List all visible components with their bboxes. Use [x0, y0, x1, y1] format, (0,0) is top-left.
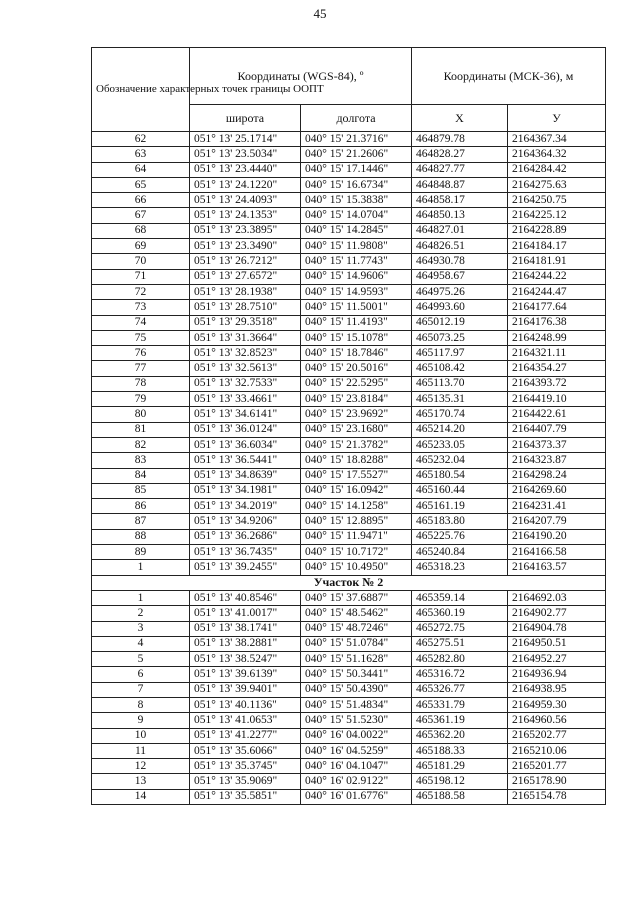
cell-longitude: 040° 15' 23.8184": [301, 392, 412, 407]
table-row: [92, 606, 606, 621]
cell-latitude: 051° 13' 32.8523": [190, 346, 301, 361]
cell-point: 87: [92, 514, 190, 529]
cell-x: 464858.17: [412, 193, 508, 208]
cell-x: 465188.58: [412, 789, 508, 804]
table-row: [92, 652, 606, 667]
cell-y: 2164176.38: [508, 315, 606, 330]
header-y: У: [508, 105, 606, 132]
cell-x: 464828.27: [412, 147, 508, 162]
cell-point: 74: [92, 315, 190, 330]
cell-longitude: 040° 16' 04.0022": [301, 728, 412, 743]
cell-point: 1: [92, 590, 190, 605]
table-row: [92, 453, 606, 468]
cell-y: 2164354.27: [508, 361, 606, 376]
cell-longitude: 040° 15' 23.1680": [301, 422, 412, 437]
cell-x: 464850.13: [412, 208, 508, 223]
cell-point: 67: [92, 208, 190, 223]
cell-x: 465232.04: [412, 453, 508, 468]
cell-y: 2164904.78: [508, 621, 606, 636]
cell-y: 2164936.94: [508, 667, 606, 682]
cell-y: 2164244.22: [508, 269, 606, 284]
cell-x: 464827.01: [412, 223, 508, 238]
cell-point: 73: [92, 300, 190, 315]
cell-longitude: 040° 15' 14.0704": [301, 208, 412, 223]
cell-x: 464993.60: [412, 300, 508, 315]
cell-y: 2165210.06: [508, 743, 606, 758]
table-row: [92, 376, 606, 391]
coordinates-table: [91, 47, 606, 805]
cell-point: 4: [92, 636, 190, 651]
cell-point: 89: [92, 545, 190, 560]
cell-y: 2164323.87: [508, 453, 606, 468]
cell-y: 2164166.58: [508, 545, 606, 560]
cell-point: 78: [92, 376, 190, 391]
table-row: [92, 621, 606, 636]
cell-longitude: 040° 15' 11.9471": [301, 529, 412, 544]
cell-latitude: 051° 13' 25.1714": [190, 132, 301, 147]
cell-latitude: 051° 13' 36.7435": [190, 545, 301, 560]
table-row: [92, 147, 606, 162]
header-x: Х: [412, 105, 508, 132]
table-row: [92, 636, 606, 651]
table-row: [92, 437, 606, 452]
cell-longitude: 040° 15' 11.9808": [301, 239, 412, 254]
header-row: [92, 48, 606, 105]
cell-longitude: 040° 15' 18.8288": [301, 453, 412, 468]
cell-point: 86: [92, 499, 190, 514]
section-2-rows: [92, 590, 606, 804]
cell-x: 465135.31: [412, 392, 508, 407]
cell-latitude: 051° 13' 39.6139": [190, 667, 301, 682]
table-row: [92, 468, 606, 483]
cell-latitude: 051° 13' 35.5851": [190, 789, 301, 804]
cell-x: 465117.97: [412, 346, 508, 361]
cell-x: 465113.70: [412, 376, 508, 391]
cell-y: 2164692.03: [508, 590, 606, 605]
cell-latitude: 051° 13' 36.0124": [190, 422, 301, 437]
cell-point: 2: [92, 606, 190, 621]
cell-latitude: 051° 13' 38.5247": [190, 652, 301, 667]
cell-point: 10: [92, 728, 190, 743]
cell-point: 13: [92, 774, 190, 789]
cell-latitude: 051° 13' 39.2455": [190, 560, 301, 575]
table-row: [92, 667, 606, 682]
cell-x: 465225.76: [412, 529, 508, 544]
cell-x: 464848.87: [412, 177, 508, 192]
table-row: [92, 239, 606, 254]
table-row: [92, 499, 606, 514]
cell-y: 2164952.27: [508, 652, 606, 667]
table-row: [92, 208, 606, 223]
cell-y: 2164244.47: [508, 284, 606, 299]
cell-longitude: 040° 15' 14.9606": [301, 269, 412, 284]
cell-latitude: 051° 13' 24.1353": [190, 208, 301, 223]
cell-latitude: 051° 13' 38.1741": [190, 621, 301, 636]
cell-x: 465073.25: [412, 330, 508, 345]
cell-latitude: 051° 13' 41.2277": [190, 728, 301, 743]
cell-x: 465272.75: [412, 621, 508, 636]
cell-y: 2164422.61: [508, 407, 606, 422]
header-lon: долгота: [301, 105, 412, 132]
page-number: 45: [313, 6, 327, 21]
cell-longitude: 040° 15' 51.5230": [301, 713, 412, 728]
cell-y: 2165201.77: [508, 759, 606, 774]
cell-longitude: 040° 15' 14.2845": [301, 223, 412, 238]
cell-longitude: 040° 15' 37.6887": [301, 590, 412, 605]
table-row: [92, 682, 606, 697]
cell-y: 2164373.37: [508, 437, 606, 452]
cell-x: 464879.78: [412, 132, 508, 147]
cell-x: 465316.72: [412, 667, 508, 682]
table-row: [92, 132, 606, 147]
cell-latitude: 051° 13' 26.7212": [190, 254, 301, 269]
cell-latitude: 051° 13' 28.1938": [190, 284, 301, 299]
cell-longitude: 040° 15' 16.0942": [301, 483, 412, 498]
cell-x: 465183.80: [412, 514, 508, 529]
cell-y: 2164225.12: [508, 208, 606, 223]
cell-y: 2165202.77: [508, 728, 606, 743]
table-row: [92, 330, 606, 345]
cell-point: 83: [92, 453, 190, 468]
cell-longitude: 040° 15' 11.7743": [301, 254, 412, 269]
cell-longitude: 040° 15' 12.8895": [301, 514, 412, 529]
cell-y: 2164228.89: [508, 223, 606, 238]
cell-longitude: 040° 15' 15.1078": [301, 330, 412, 345]
table-row: [92, 254, 606, 269]
cell-latitude: 051° 13' 36.6034": [190, 437, 301, 452]
cell-latitude: 051° 13' 32.7533": [190, 376, 301, 391]
cell-y: 2164181.91: [508, 254, 606, 269]
cell-longitude: 040° 15' 21.2606": [301, 147, 412, 162]
cell-x: 464827.77: [412, 162, 508, 177]
cell-y: 2165154.78: [508, 789, 606, 804]
table-row: [92, 774, 606, 789]
cell-latitude: 051° 13' 36.5441": [190, 453, 301, 468]
cell-x: 465359.14: [412, 590, 508, 605]
cell-longitude: 040° 15' 17.1446": [301, 162, 412, 177]
cell-x: 464930.78: [412, 254, 508, 269]
cell-x: 465275.51: [412, 636, 508, 651]
table-row: [92, 560, 606, 575]
cell-x: 465170.74: [412, 407, 508, 422]
cell-longitude: 040° 15' 22.5295": [301, 376, 412, 391]
table-row: [92, 269, 606, 284]
cell-longitude: 040° 15' 21.3716": [301, 132, 412, 147]
cell-point: 68: [92, 223, 190, 238]
cell-longitude: 040° 16' 04.1047": [301, 759, 412, 774]
cell-point: 65: [92, 177, 190, 192]
cell-point: 7: [92, 682, 190, 697]
cell-longitude: 040° 15' 51.0784": [301, 636, 412, 651]
table-row: [92, 407, 606, 422]
cell-point: 8: [92, 697, 190, 712]
cell-y: 2164950.51: [508, 636, 606, 651]
cell-point: 76: [92, 346, 190, 361]
cell-y: 2164393.72: [508, 376, 606, 391]
cell-y: 2164902.77: [508, 606, 606, 621]
table-row: [92, 315, 606, 330]
header-point: Обозначение характерных точек границы ООПТ: [92, 48, 190, 132]
cell-latitude: 051° 13' 32.5613": [190, 361, 301, 376]
cell-latitude: 051° 13' 38.2881": [190, 636, 301, 651]
table-row: [92, 300, 606, 315]
cell-latitude: 051° 13' 28.7510": [190, 300, 301, 315]
cell-point: 12: [92, 759, 190, 774]
cell-latitude: 051° 13' 35.6066": [190, 743, 301, 758]
cell-point: 88: [92, 529, 190, 544]
cell-x: 465214.20: [412, 422, 508, 437]
cell-x: 465360.19: [412, 606, 508, 621]
cell-latitude: 051° 13' 36.2686": [190, 529, 301, 544]
cell-y: 2164207.79: [508, 514, 606, 529]
cell-point: 14: [92, 789, 190, 804]
cell-y: 2165178.90: [508, 774, 606, 789]
cell-y: 2164284.42: [508, 162, 606, 177]
cell-y: 2164364.32: [508, 147, 606, 162]
cell-y: 2164298.24: [508, 468, 606, 483]
cell-longitude: 040° 15' 51.1628": [301, 652, 412, 667]
cell-longitude: 040° 15' 48.5462": [301, 606, 412, 621]
table-row: [92, 223, 606, 238]
cell-longitude: 040° 16' 02.9122": [301, 774, 412, 789]
cell-point: 64: [92, 162, 190, 177]
cell-point: 62: [92, 132, 190, 147]
cell-y: 2164163.57: [508, 560, 606, 575]
cell-x: 465181.29: [412, 759, 508, 774]
cell-longitude: 040° 15' 20.5016": [301, 361, 412, 376]
cell-x: 465282.80: [412, 652, 508, 667]
cell-longitude: 040° 15' 50.3441": [301, 667, 412, 682]
header-coords-msk: Координаты (МСК-36), м: [412, 48, 606, 105]
cell-x: 465198.12: [412, 774, 508, 789]
cell-latitude: 051° 13' 27.6572": [190, 269, 301, 284]
cell-x: 465012.19: [412, 315, 508, 330]
cell-y: 2164231.41: [508, 499, 606, 514]
cell-y: 2164407.79: [508, 422, 606, 437]
cell-point: 77: [92, 361, 190, 376]
cell-latitude: 051° 13' 41.0017": [190, 606, 301, 621]
table-row: [92, 743, 606, 758]
header-lat: широта: [190, 105, 301, 132]
table-row: [92, 422, 606, 437]
cell-longitude: 040° 15' 50.4390": [301, 682, 412, 697]
cell-point: 70: [92, 254, 190, 269]
table-row: [92, 759, 606, 774]
table-row: [92, 361, 606, 376]
table-row: [92, 697, 606, 712]
cell-latitude: 051° 13' 31.3664": [190, 330, 301, 345]
cell-x: 465188.33: [412, 743, 508, 758]
cell-x: 464958.67: [412, 269, 508, 284]
table-row: [92, 346, 606, 361]
section-2-header: [92, 575, 606, 590]
cell-y: 2164367.34: [508, 132, 606, 147]
cell-latitude: 051° 13' 40.8546": [190, 590, 301, 605]
cell-point: 66: [92, 193, 190, 208]
cell-y: 2164248.99: [508, 330, 606, 345]
cell-y: 2164960.56: [508, 713, 606, 728]
table-row: [92, 392, 606, 407]
cell-y: 2164177.64: [508, 300, 606, 315]
cell-latitude: 051° 13' 35.9069": [190, 774, 301, 789]
cell-longitude: 040° 15' 10.7172": [301, 545, 412, 560]
cell-point: 80: [92, 407, 190, 422]
cell-latitude: 051° 13' 29.3518": [190, 315, 301, 330]
cell-point: 75: [92, 330, 190, 345]
cell-y: 2164190.20: [508, 529, 606, 544]
cell-longitude: 040° 15' 23.9692": [301, 407, 412, 422]
cell-longitude: 040° 15' 14.9593": [301, 284, 412, 299]
cell-longitude: 040° 15' 11.4193": [301, 315, 412, 330]
table-row: [92, 713, 606, 728]
cell-latitude: 051° 13' 24.1220": [190, 177, 301, 192]
cell-latitude: 051° 13' 23.3490": [190, 239, 301, 254]
cell-y: 2164959.30: [508, 697, 606, 712]
cell-x: 464826.51: [412, 239, 508, 254]
cell-y: 2164184.17: [508, 239, 606, 254]
cell-x: 465326.77: [412, 682, 508, 697]
cell-latitude: 051° 13' 34.2019": [190, 499, 301, 514]
cell-point: 84: [92, 468, 190, 483]
cell-point: 3: [92, 621, 190, 636]
table-row: [92, 545, 606, 560]
cell-y: 2164321.11: [508, 346, 606, 361]
cell-latitude: 051° 13' 40.1136": [190, 697, 301, 712]
table-row: [92, 590, 606, 605]
table-row: [92, 514, 606, 529]
cell-x: 465240.84: [412, 545, 508, 560]
cell-y: 2164250.75: [508, 193, 606, 208]
cell-x: 464975.26: [412, 284, 508, 299]
cell-longitude: 040° 15' 17.5527": [301, 468, 412, 483]
cell-latitude: 051° 13' 24.4093": [190, 193, 301, 208]
header-coords-wgs: Координаты (WGS-84), º: [190, 48, 412, 105]
table-row: [92, 193, 606, 208]
cell-point: 1: [92, 560, 190, 575]
table-row: [92, 162, 606, 177]
cell-y: 2164419.10: [508, 392, 606, 407]
cell-latitude: 051° 13' 41.0653": [190, 713, 301, 728]
cell-latitude: 051° 13' 23.3895": [190, 223, 301, 238]
cell-y: 2164275.63: [508, 177, 606, 192]
cell-x: 465361.19: [412, 713, 508, 728]
cell-point: 82: [92, 437, 190, 452]
cell-point: 5: [92, 652, 190, 667]
cell-point: 6: [92, 667, 190, 682]
cell-longitude: 040° 15' 21.3782": [301, 437, 412, 452]
cell-x: 465108.42: [412, 361, 508, 376]
cell-longitude: 040° 15' 15.3838": [301, 193, 412, 208]
cell-point: 79: [92, 392, 190, 407]
table-row: [92, 728, 606, 743]
cell-latitude: 051° 13' 39.9401": [190, 682, 301, 697]
cell-point: 9: [92, 713, 190, 728]
cell-latitude: 051° 13' 34.9206": [190, 514, 301, 529]
cell-longitude: 040° 15' 18.7846": [301, 346, 412, 361]
cell-longitude: 040° 15' 11.5001": [301, 300, 412, 315]
cell-x: 465331.79: [412, 697, 508, 712]
cell-longitude: 040° 16' 04.5259": [301, 743, 412, 758]
cell-x: 465160.44: [412, 483, 508, 498]
section-title: Участок № 2: [92, 575, 606, 590]
cell-longitude: 040° 15' 51.4834": [301, 697, 412, 712]
cell-x: 465161.19: [412, 499, 508, 514]
cell-latitude: 051° 13' 23.5034": [190, 147, 301, 162]
cell-point: 69: [92, 239, 190, 254]
section-title-row: [92, 575, 606, 590]
cell-point: 85: [92, 483, 190, 498]
cell-x: 465233.05: [412, 437, 508, 452]
cell-y: 2164938.95: [508, 682, 606, 697]
cell-longitude: 040° 15' 10.4950": [301, 560, 412, 575]
cell-longitude: 040° 15' 14.1258": [301, 499, 412, 514]
table-row: [92, 789, 606, 804]
cell-x: 465362.20: [412, 728, 508, 743]
cell-latitude: 051° 13' 33.4661": [190, 392, 301, 407]
cell-latitude: 051° 13' 34.1981": [190, 483, 301, 498]
cell-longitude: 040° 15' 48.7246": [301, 621, 412, 636]
cell-point: 81: [92, 422, 190, 437]
cell-y: 2164269.60: [508, 483, 606, 498]
table-row: [92, 483, 606, 498]
cell-latitude: 051° 13' 23.4440": [190, 162, 301, 177]
cell-longitude: 040° 15' 16.6734": [301, 177, 412, 192]
cell-latitude: 051° 13' 34.6141": [190, 407, 301, 422]
table-row: [92, 284, 606, 299]
cell-point: 11: [92, 743, 190, 758]
cell-point: 71: [92, 269, 190, 284]
cell-latitude: 051° 13' 34.8639": [190, 468, 301, 483]
cell-x: 465318.23: [412, 560, 508, 575]
cell-latitude: 051° 13' 35.3745": [190, 759, 301, 774]
table-row: [92, 177, 606, 192]
cell-longitude: 040° 16' 01.6776": [301, 789, 412, 804]
cell-x: 465180.54: [412, 468, 508, 483]
section-1-rows: [92, 132, 606, 576]
cell-point: 72: [92, 284, 190, 299]
table-row: [92, 529, 606, 544]
cell-point: 63: [92, 147, 190, 162]
